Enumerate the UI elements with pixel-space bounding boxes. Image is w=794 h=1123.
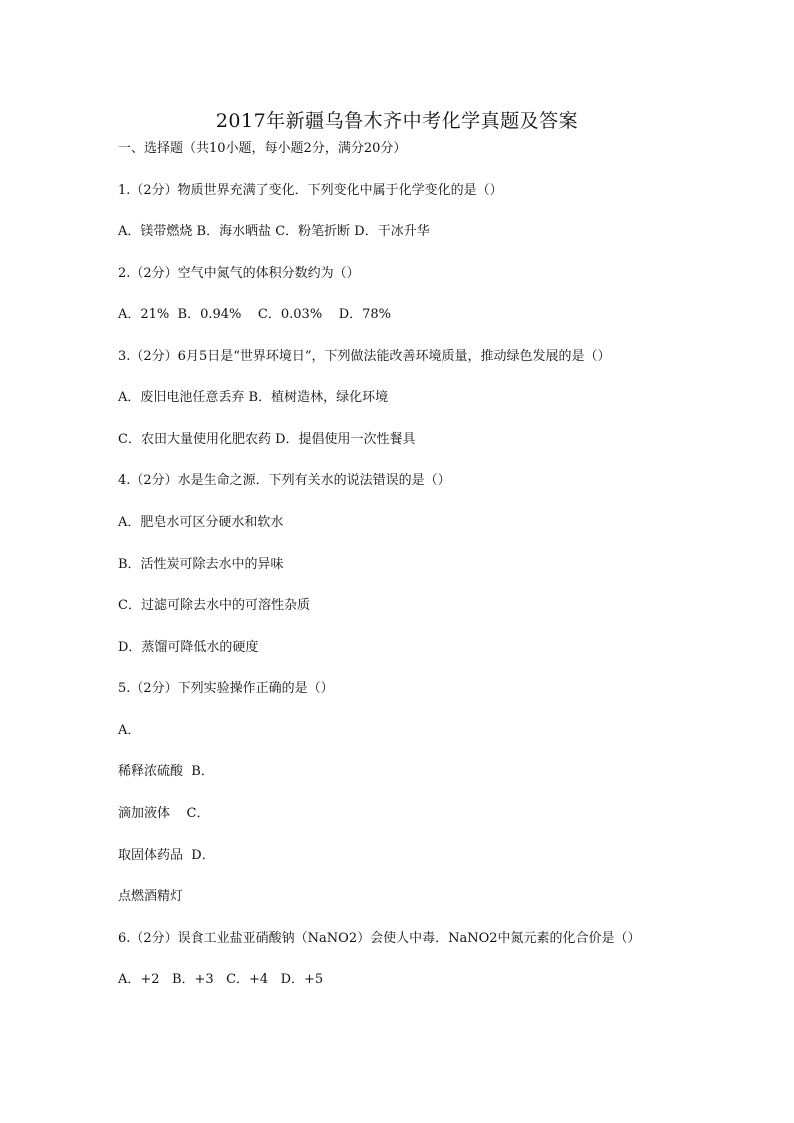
question-4-option-b: B．活性炭可除去水中的异味: [118, 557, 284, 572]
question-5-option-c-label: 取固体药品 D．: [118, 848, 215, 863]
question-5-option-a: A．: [118, 723, 141, 738]
question-6: 6.（2分）误食工业盐亚硝酸钠（NaNO2）会使人中毒．NaNO2中氮元素的化合价是（）: [118, 931, 641, 946]
question-4-option-c: C．过滤可除去水中的可溶性杂质: [118, 598, 310, 613]
question-2-options: A．21% B．0.94% C．0.03% D．78%: [118, 307, 392, 322]
question-3-options-cd: C．农田大量使用化肥农药 D．提倡使用一次性餐具: [118, 432, 416, 447]
question-5-option-b-label: 滴加液体 C．: [118, 806, 210, 821]
document-title: 2017年新疆乌鲁木齐中考化学真题及答案: [215, 110, 579, 132]
question-3-options-ab: A．废旧电池任意丢弃 B．植树造林，绿化环境: [118, 390, 389, 405]
section-heading: 一、选择题（共10小题，每小题2分，满分20分）: [118, 141, 407, 156]
question-3: 3.（2分）6月5日是“世界环境日”，下列做法能改善环境质量，推动绿色发展的是（）: [118, 349, 611, 364]
question-1-options: A．镁带燃烧 B．海水晒盐 C．粉笔折断 D．干冰升华: [118, 224, 430, 239]
question-5-option-d-label: 点燃酒精灯: [118, 889, 184, 904]
question-1: 1.（2分）物质世界充满了变化．下列变化中属于化学变化的是（）: [118, 183, 503, 198]
question-5: 5.（2分）下列实验操作正确的是（）: [118, 681, 334, 696]
question-4-option-d: D．蒸馏可降低水的硬度: [118, 640, 259, 655]
question-6-options: A．+2 B．+3 C．+4 D．+5: [118, 972, 324, 987]
question-5-option-a-label: 稀释浓硫酸 B．: [118, 764, 214, 779]
question-4: 4.（2分）水是生命之源．下列有关水的说法错误的是（）: [118, 473, 451, 488]
question-2: 2.（2分）空气中氮气的体积分数约为（）: [118, 266, 360, 281]
question-4-option-a: A．肥皂水可区分硬水和软水: [118, 515, 284, 530]
